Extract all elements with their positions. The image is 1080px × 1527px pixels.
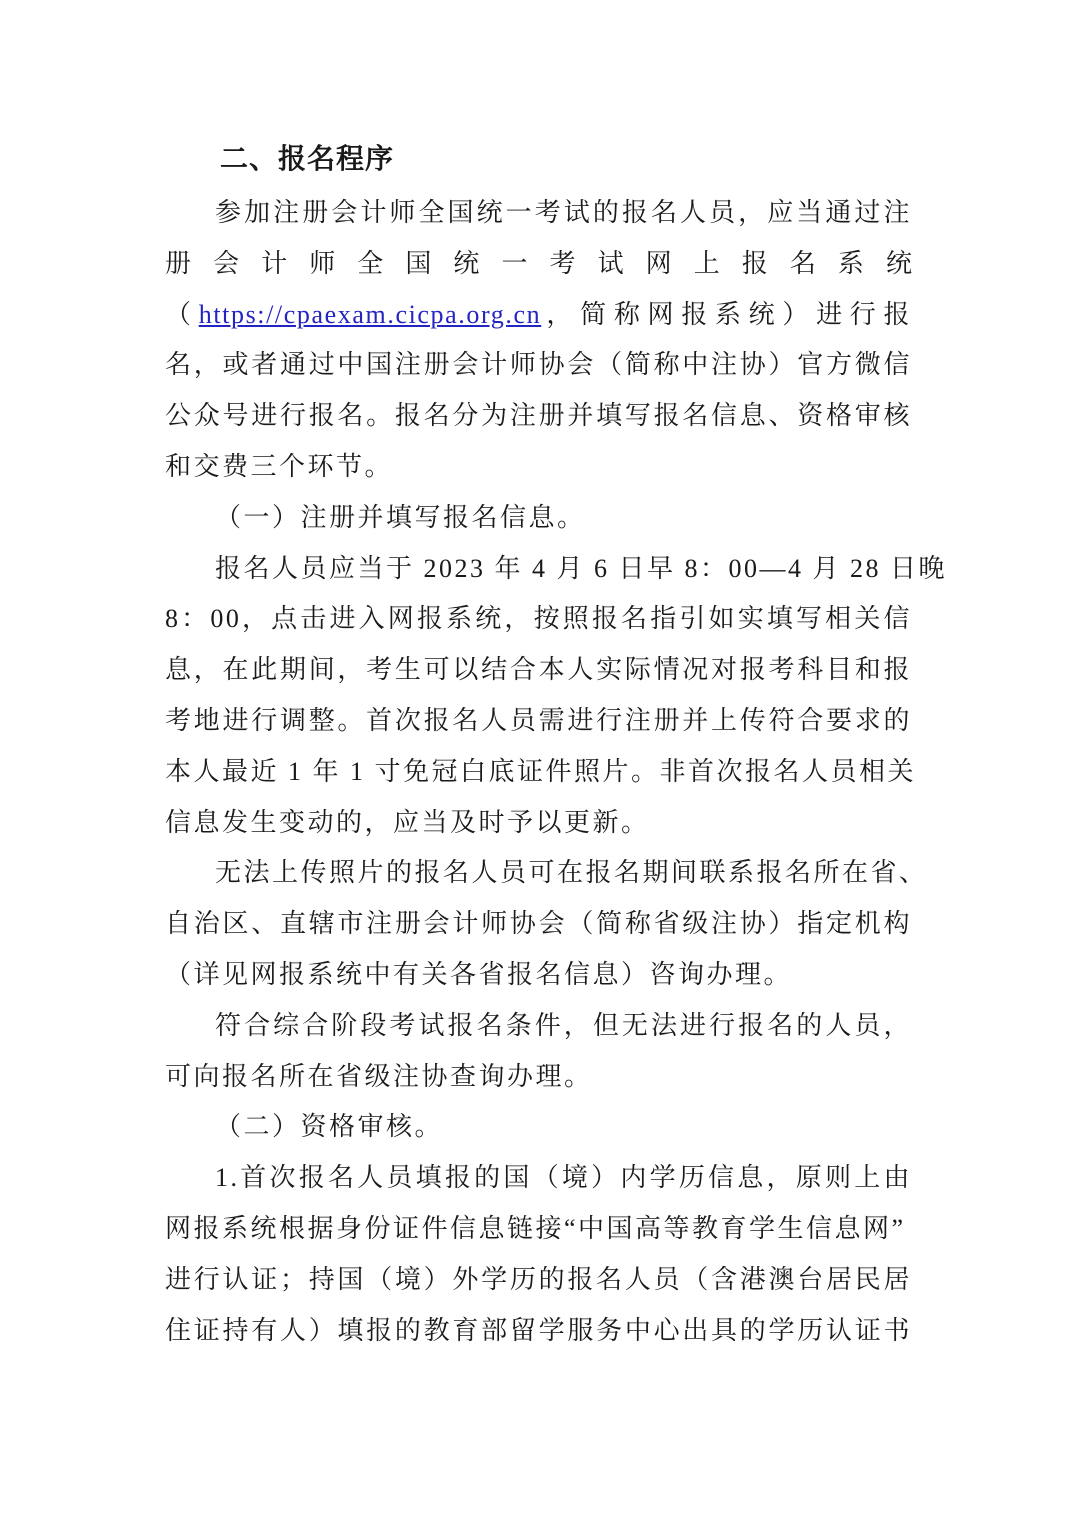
paragraph-line: 名，或者通过中国注册会计师协会（简称中注协）官方微信 bbox=[165, 350, 912, 380]
paragraph-line: 8：00，点击进入网报系统，按照报名指引如实填写相关信 bbox=[165, 604, 912, 634]
paragraph-line: 息，在此期间，考生可以结合本人实际情况对报考科目和报 bbox=[165, 655, 912, 685]
registration-system-link[interactable]: https://cpaexam.cicpa.org.cn bbox=[198, 299, 542, 329]
paragraph-line: （详见网报系统中有关各省报名信息）咨询办理。 bbox=[165, 959, 793, 989]
paragraph-education-verification bbox=[165, 1153, 912, 1356]
subheading-qualification-review: （二）资格审核。 bbox=[215, 1112, 444, 1142]
paragraph-registration-period bbox=[165, 544, 948, 849]
paragraph-line: 信息发生变动的，应当及时予以更新。 bbox=[165, 807, 650, 837]
document-body bbox=[165, 188, 948, 1356]
paragraph-line: 公众号进行报名。报名分为注册并填写报名信息、资格审核 bbox=[165, 401, 912, 431]
paragraph-line: 网报系统根据身份证件信息链接“中国高等教育学生信息网” bbox=[165, 1213, 906, 1243]
paragraph-line: 可向报名所在省级注协查询办理。 bbox=[165, 1061, 593, 1091]
paragraph-line: 报名人员应当于 2023 年 4 月 6 日早 8：00—4 月 28 日晚 bbox=[215, 553, 948, 583]
open-paren: （ bbox=[165, 299, 199, 329]
paragraph-line: 符合综合阶段考试报名条件，但无法进行报名的人员， bbox=[215, 1010, 912, 1040]
paragraph-line: 参加注册会计师全国统一考试的报名人员，应当通过注 bbox=[215, 198, 912, 227]
paragraph-line-with-link bbox=[165, 290, 912, 341]
line-text: ，简称网报系统）进行报 bbox=[541, 299, 912, 329]
subheading-registration-info: （一）注册并填写报名信息。 bbox=[215, 502, 586, 532]
paragraph-line: 自治区、直辖市注册会计师协会（简称省级注协）指定机构 bbox=[165, 909, 912, 939]
paragraph-line: 考地进行调整。首次报名人员需进行注册并上传符合要求的 bbox=[165, 705, 912, 735]
paragraph-line: 进行认证；持国（境）外学历的报名人员（含港澳台居民居 bbox=[165, 1264, 912, 1294]
paragraph-line: 和交费三个环节。 bbox=[165, 451, 394, 481]
paragraph-line: 住证持有人）填报的教育部留学服务中心出具的学历认证书 bbox=[165, 1315, 912, 1345]
paragraph-registration-channels bbox=[165, 188, 912, 493]
paragraph-photo-upload bbox=[165, 848, 928, 1000]
section-heading: 二、报名程序 bbox=[220, 144, 395, 175]
paragraph-line: 本人最近 1 年 1 寸免冠白底证件照片。非首次报名人员相关 bbox=[165, 756, 917, 786]
paragraph-line-spread: 册 会 计 师 全 国 统 一 考 试 网 上 报 名 系 统 bbox=[165, 248, 912, 278]
paragraph-comprehensive-stage bbox=[165, 1001, 912, 1103]
paragraph-line: 1.首次报名人员填报的国（境）内学历信息，原则上由 bbox=[215, 1163, 912, 1193]
paragraph-line: 无法上传照片的报名人员可在报名期间联系报名所在省、 bbox=[215, 858, 928, 888]
